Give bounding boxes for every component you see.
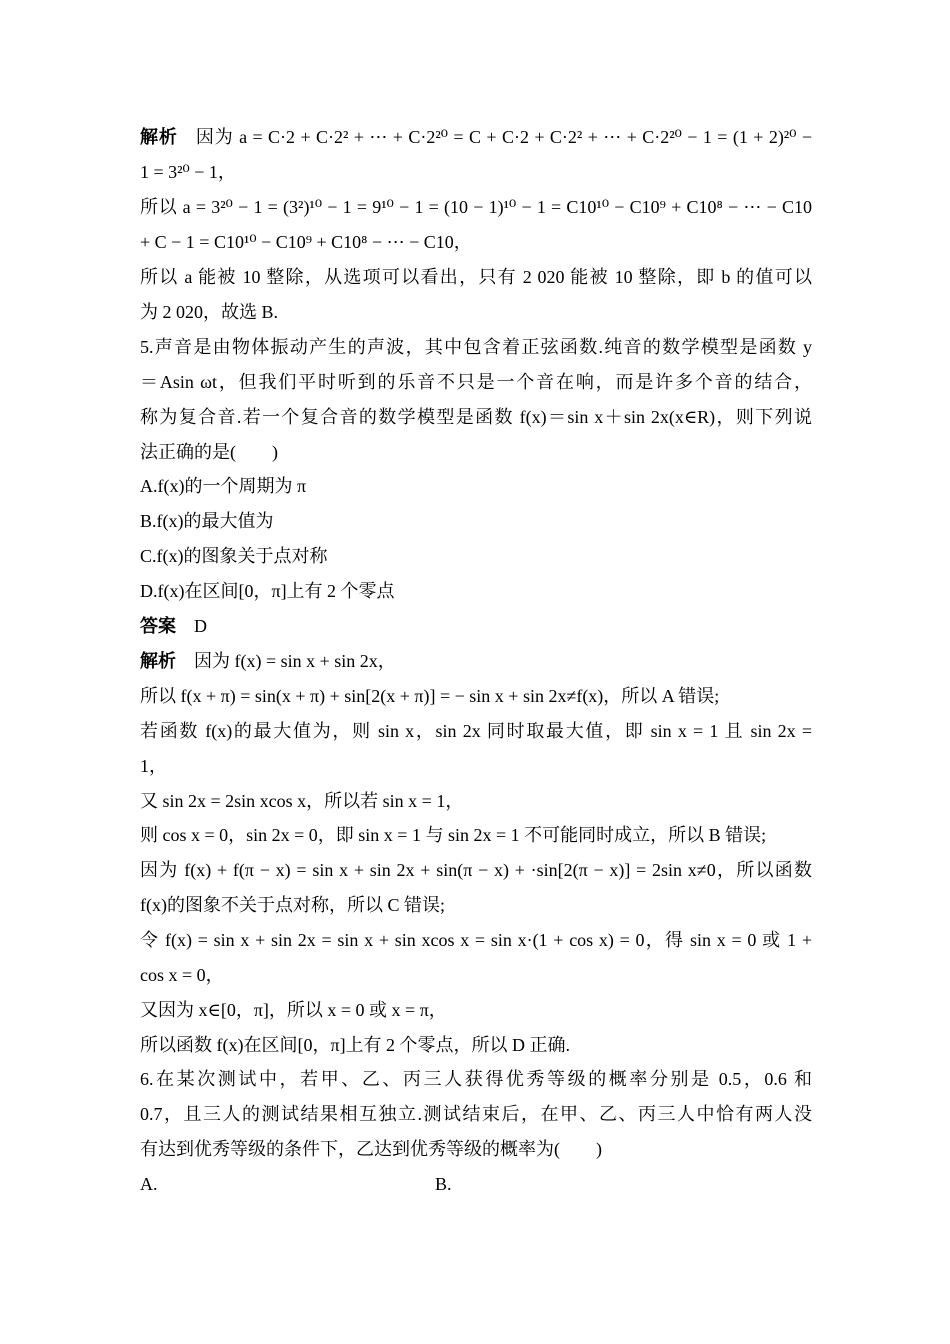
q6-option-a: A. (140, 1174, 158, 1194)
q6-stem-line-2: 0.7，且三人的测试结果相互独立.测试结束后，在甲、乙、丙三人中恰有两人没 (140, 1104, 812, 1124)
q5-option-b: B.f(x)的最大值为 (140, 511, 274, 531)
q5-answer-value: D (194, 616, 207, 636)
q5-stem-line-2: ＝Asin ωt，但我们平时听到的乐音不只是一个音在响，而是许多个音的结合， (140, 372, 812, 392)
analysis-label: 解析 (140, 127, 178, 147)
q5-solution-line-2: 所以 f(x + π) = sin(x + π) + sin[2(x + π)] = − sin x + sin 2x≠f(x)，所以 A 错误; (140, 686, 720, 706)
q5-stem-line-4: 法正确的是( ) (140, 442, 278, 462)
q5-stem-line-1: 5.声音是由物体振动产生的声波，其中包含着正弦函数.纯音的数学模型是函数 y (140, 337, 812, 357)
q5-solution-line-4: 1， (140, 756, 167, 776)
q5-solution-line-8: f(x)的图象不关于点对称，所以 C 错误; (140, 895, 445, 915)
q5-solution-line-5: 又 sin 2x = 2sin xcos x，所以若 sin x = 1， (140, 791, 464, 811)
q6-options-row (140, 1172, 812, 1196)
q5-option-d: D.f(x)在区间[0，π]上有 2 个零点 (140, 581, 395, 601)
analysis-label: 解析 (140, 651, 176, 671)
q5-answer (140, 614, 812, 638)
q5-solution-line-12: 所以函数 f(x)在区间[0，π]上有 2 个零点，所以 D 正确. (140, 1035, 571, 1055)
q5-solution-line-9: 令 f(x) = sin x + sin 2x = sin x + sin xcos x = sin x·(1 + cos x) = 0，得 sin x = 0 或 1 + (140, 930, 812, 950)
q5-option-a: A.f(x)的一个周期为 π (140, 476, 307, 496)
answer-label: 答案 (140, 616, 176, 636)
q4-solution-line-2: 1 = 3²⁰ − 1， (140, 162, 236, 182)
q5-solution-line-7: 因为 f(x) + f(π − x) = sin x + sin 2x + sin(π − x) + ·sin[2(π − x)] = 2sin x≠0，所以函数 (140, 860, 812, 880)
q4-solution-line-4: + C − 1 = C10¹⁰ − C10⁹ + C10⁸ − ⋯ − C10， (140, 232, 472, 252)
q5-solution-line-6: 则 cos x = 0，sin 2x = 0，即 sin x = 1 与 sin 2x = 1 不可能同时成立，所以 B 错误; (140, 825, 767, 845)
q5-solution-line-1: 解析 因为 f(x) = sin x + sin 2x， (140, 651, 396, 671)
q6-stem-line-1: 6.在某次测试中，若甲、乙、丙三人获得优秀等级的概率分别是 0.5，0.6 和 (140, 1069, 812, 1089)
q4-solution-line-5: 所以 a 能被 10 整除，从选项可以看出，只有 2 020 能被 10 整除，即 b 的值可以 (140, 267, 812, 287)
q4-solution-line-3: 所以 a = 3²⁰ − 1 = (3²)¹⁰ − 1 = 9¹⁰ − 1 = (10 − 1)¹⁰ − 1 = C10¹⁰ − C10⁹ + C10⁸ − ⋯ − C10 (140, 197, 812, 217)
q5-solution-line-10: cos x = 0， (140, 965, 224, 985)
q5-solution-line-11: 又因为 x∈[0，π]，所以 x = 0 或 x = π， (140, 1000, 447, 1020)
q5-option-c: C.f(x)的图象关于点对称 (140, 546, 328, 566)
q6-option-b: B. (435, 1174, 452, 1194)
q5-stem-line-3: 称为复合音.若一个复合音的数学模型是函数 f(x)＝sin x＋sin 2x(x∈R)，则下列说 (140, 407, 812, 427)
q5-solution-line-3: 若函数 f(x)的最大值为，则 sin x，sin 2x 同时取最大值，即 sin x = 1 且 sin 2x = (140, 721, 812, 741)
q4-solution-line-6: 为 2 020，故选 B. (140, 302, 279, 322)
q6-stem-line-3: 有达到优秀等级的条件下，乙达到优秀等级的概率为( ) (140, 1139, 602, 1159)
q4-solution-line-1: 解析 因为 a = C·2 + C·2² + ⋯ + C·2²⁰ = C + C·2 + C·2² + ⋯ + C·2²⁰ − 1 = (1 + 2)²⁰ − (140, 127, 812, 147)
